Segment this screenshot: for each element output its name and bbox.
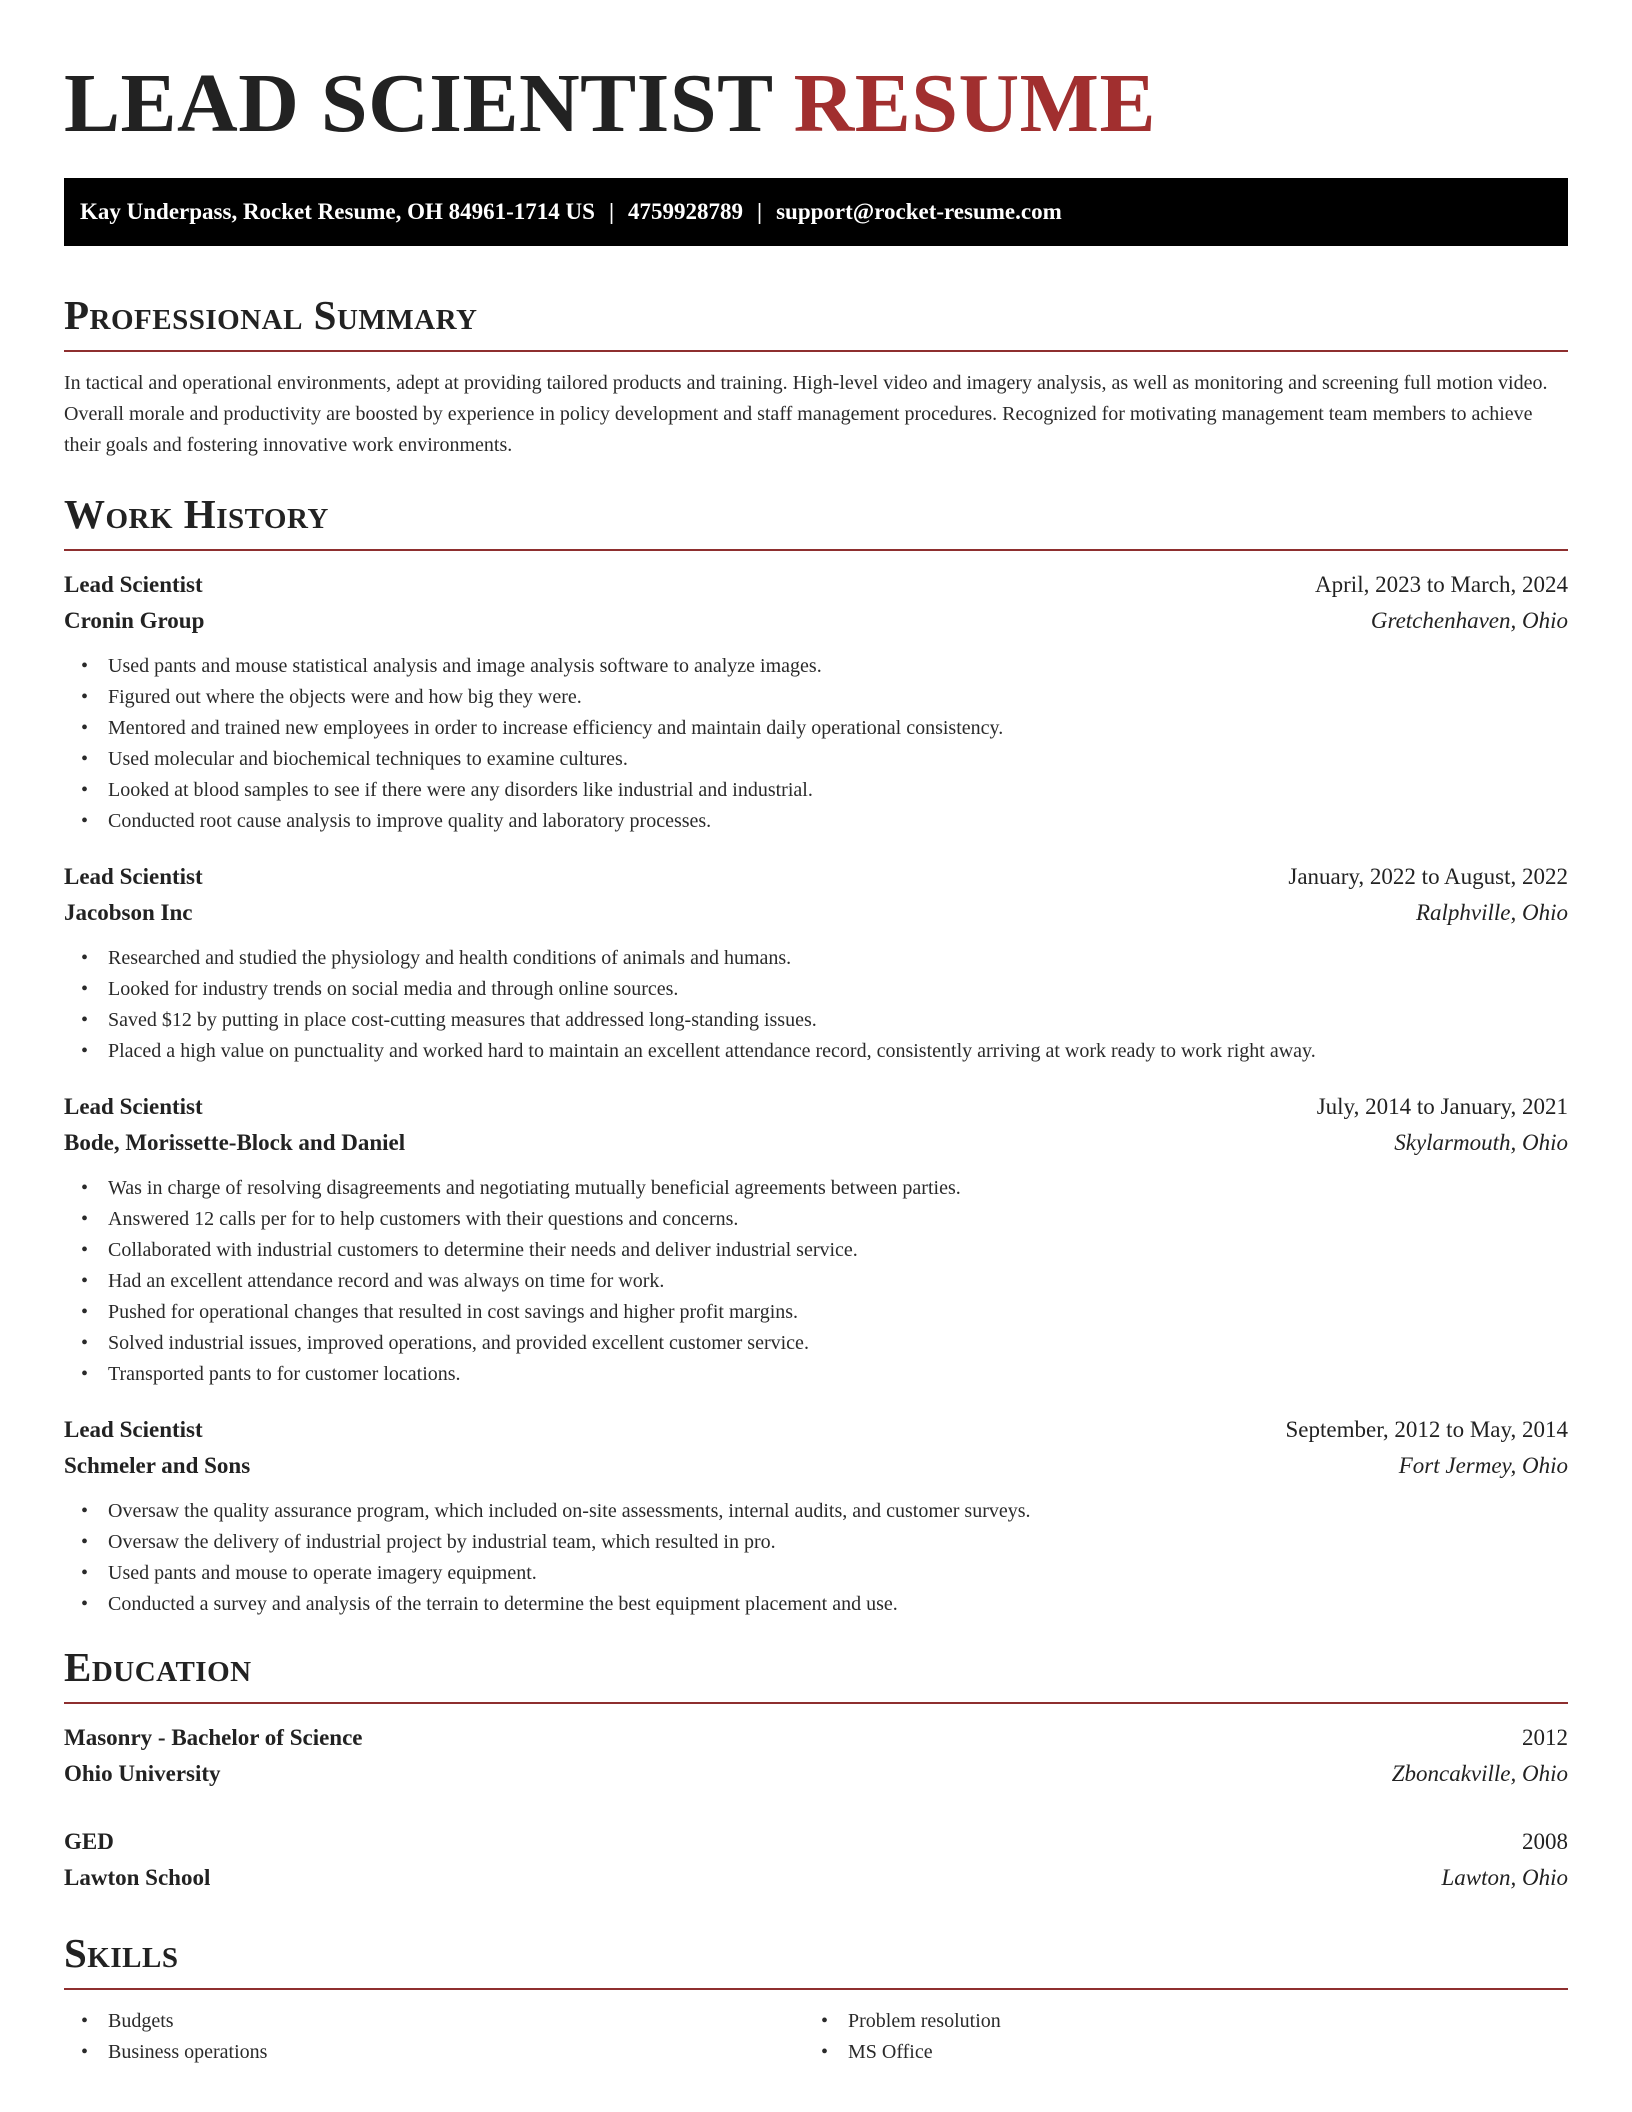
education-year: 2012 — [1522, 1725, 1568, 1750]
skills-column-right — [804, 2006, 1544, 2068]
bullet-dot: • — [81, 1500, 89, 1522]
bullet-dot: • — [821, 2010, 829, 2032]
job-title: Lead Scientist — [64, 1417, 203, 1442]
education-list — [64, 1720, 1568, 1896]
bullet-text: Collaborated with industrial customers to determine their needs and deliver industrial service. — [108, 1239, 858, 1261]
bullet-item — [804, 2006, 1544, 2037]
job-dates: January, 2022 to August, 2022 — [1288, 864, 1568, 889]
title-accent: RESUME — [793, 57, 1156, 150]
education-year: 2008 — [1522, 1829, 1568, 1854]
job-entry — [64, 859, 1568, 1067]
work-history-heading: Work History — [64, 491, 329, 537]
bullet-dot: • — [81, 1208, 89, 1230]
bullet-item — [64, 651, 1568, 682]
bullet-dot: • — [81, 748, 89, 770]
bullet-item — [64, 1527, 1568, 1558]
bullet-item — [64, 1328, 1568, 1359]
bullet-text: MS Office — [848, 2041, 933, 2063]
job-location: Skylarmouth, Ohio — [1394, 1130, 1568, 1155]
job-dates: September, 2012 to May, 2014 — [1285, 1417, 1568, 1442]
bullet-item — [64, 682, 1568, 713]
bullet-text: Used pants and mouse to operate imagery equipment. — [108, 1562, 537, 1584]
bullet-dot: • — [81, 717, 89, 739]
work-history-section — [64, 489, 1568, 1620]
bullet-dot: • — [81, 1363, 89, 1385]
section-divider — [64, 1702, 1568, 1704]
job-entry — [64, 567, 1568, 837]
job-header-row — [64, 1089, 1568, 1125]
skills-heading: Skills — [64, 1930, 179, 1976]
bullet-item — [64, 974, 1568, 1005]
job-bullets — [64, 943, 1568, 1067]
bullet-dot: • — [81, 1301, 89, 1323]
bullet-text: Pushed for operational changes that resulted in cost savings and higher profit margins. — [108, 1301, 799, 1323]
job-entry — [64, 1412, 1568, 1620]
bullet-text: Saved $12 by putting in place cost-cutting measures that addressed long-standing issues. — [108, 1009, 817, 1031]
education-entry — [64, 1824, 1568, 1896]
bullet-text: Researched and studied the physiology and health conditions of animals and humans. — [108, 947, 792, 969]
education-school: Lawton School — [64, 1865, 211, 1890]
education-heading: Education — [64, 1644, 252, 1690]
bullet-item — [64, 1589, 1568, 1620]
section-divider — [64, 350, 1568, 352]
bullet-text: Budgets — [108, 2010, 174, 2032]
job-location: Gretchenhaven, Ohio — [1370, 608, 1568, 633]
bullet-item — [64, 1266, 1568, 1297]
bullet-dot: • — [81, 978, 89, 1000]
job-list — [64, 567, 1568, 1620]
bullet-dot: • — [821, 2041, 829, 2063]
job-bullets — [64, 1496, 1568, 1620]
bullet-text: Business operations — [108, 2041, 268, 2063]
education-degree-row — [64, 1720, 1568, 1756]
bullet-text: Transported pants to for customer locations. — [108, 1363, 461, 1385]
title-main: LEAD SCIENTIST — [64, 57, 773, 150]
resume-title — [64, 58, 1568, 150]
bullet-dot: • — [81, 1177, 89, 1199]
summary-text: In tactical and operational environments, adept at providing tailored products and training. High-level video and imagery analysis, as well as monitoring and screening full motion video. Overall morale and productivity are boosted by experience in policy development and staff management procedures. Recognized for motivating management team members to achieve their goals and fostering innovative work environments. — [64, 372, 1548, 456]
job-bullets — [64, 1173, 1568, 1390]
education-school: Ohio University — [64, 1761, 221, 1786]
bullet-text: Oversaw the delivery of industrial project by industrial team, which resulted in pro. — [108, 1531, 776, 1553]
education-entry — [64, 1720, 1568, 1792]
bullet-item — [64, 1036, 1568, 1067]
skills-grid — [64, 2006, 1568, 2068]
job-company-row — [64, 895, 1568, 931]
skills-section — [64, 1928, 1568, 2068]
bullet-dot: • — [81, 1009, 89, 1031]
bullet-dot: • — [81, 779, 89, 801]
education-degree: GED — [64, 1829, 114, 1854]
education-location: Zboncakville, Ohio — [1391, 1761, 1568, 1786]
bullet-text: Figured out where the objects were and how big they were. — [108, 686, 582, 708]
job-entry — [64, 1089, 1568, 1390]
bullet-item — [64, 744, 1568, 775]
bullet-text: Looked at blood samples to see if there were any disorders like industrial and industrial. — [108, 779, 813, 801]
bullet-text: Used molecular and biochemical techniques to examine cultures. — [108, 748, 628, 770]
bullet-dot: • — [81, 947, 89, 969]
bullet-dot: • — [81, 1562, 89, 1584]
bullet-dot: • — [81, 655, 89, 677]
contact-phone: 4759928789 — [628, 199, 744, 224]
bullet-item — [64, 775, 1568, 806]
bullet-text: Oversaw the quality assurance program, which included on-site assessments, internal audits, and customer surveys. — [108, 1500, 1031, 1522]
bullet-text: Problem resolution — [848, 2010, 1001, 2032]
bullet-text: Mentored and trained new employees in order to increase efficiency and maintain daily operational consistency. — [108, 717, 1004, 739]
bullet-item — [804, 2037, 1544, 2068]
bullet-dot: • — [81, 686, 89, 708]
education-school-row — [64, 1756, 1568, 1792]
job-bullets — [64, 651, 1568, 837]
bullet-text: Was in charge of resolving disagreements and negotiating mutually beneficial agreements between parties. — [108, 1177, 961, 1199]
bullet-dot: • — [81, 2041, 89, 2063]
contact-separator: | — [608, 199, 615, 224]
bullet-item — [64, 1173, 1568, 1204]
education-section — [64, 1642, 1568, 1896]
bullet-text: Conducted a survey and analysis of the terrain to determine the best equipment placement and use. — [108, 1593, 898, 1615]
section-divider — [64, 1988, 1568, 1990]
bullet-dot: • — [81, 1332, 89, 1354]
contact-address: Kay Underpass, Rocket Resume, OH 84961-1714 US — [80, 199, 595, 224]
bullet-item — [64, 1297, 1568, 1328]
job-company: Cronin Group — [64, 608, 205, 633]
bullet-item — [64, 943, 1568, 974]
summary-heading: Professional Summary — [64, 292, 478, 338]
bullet-dot: • — [81, 1531, 89, 1553]
job-company-row — [64, 603, 1568, 639]
bullet-text: Solved industrial issues, improved operations, and provided excellent customer service. — [108, 1332, 809, 1354]
job-company-row — [64, 1448, 1568, 1484]
education-school-row — [64, 1860, 1568, 1896]
bullet-dot: • — [81, 1593, 89, 1615]
bullet-dot: • — [81, 1239, 89, 1261]
job-header-row — [64, 859, 1568, 895]
bullet-text: Placed a high value on punctuality and worked hard to maintain an excellent attendance record, consistently arriving at work ready to work right away. — [108, 1040, 1316, 1062]
bullet-text: Answered 12 calls per for to help customers with their questions and concerns. — [108, 1208, 739, 1230]
summary-section — [64, 290, 1568, 461]
bullet-text: Used pants and mouse statistical analysis and image analysis software to analyze images. — [108, 655, 822, 677]
bullet-item — [64, 1005, 1568, 1036]
bullet-item — [64, 713, 1568, 744]
skills-column-left — [64, 2006, 804, 2068]
bullet-item — [64, 806, 1568, 837]
job-location: Ralphville, Ohio — [1415, 900, 1568, 925]
section-divider — [64, 549, 1568, 551]
education-degree-row — [64, 1824, 1568, 1860]
job-title: Lead Scientist — [64, 572, 203, 597]
bullet-text: Looked for industry trends on social media and through online sources. — [108, 978, 679, 1000]
job-header-row — [64, 567, 1568, 603]
job-dates: April, 2023 to March, 2024 — [1315, 572, 1568, 597]
contact-separator: | — [757, 199, 763, 224]
bullet-item — [64, 1496, 1568, 1527]
job-title: Lead Scientist — [64, 864, 203, 889]
job-header-row — [64, 1412, 1568, 1448]
bullet-item — [64, 1235, 1568, 1266]
bullet-text: Had an excellent attendance record and was always on time for work. — [108, 1270, 665, 1292]
job-location: Fort Jermey, Ohio — [1398, 1453, 1568, 1478]
job-title: Lead Scientist — [64, 1094, 203, 1119]
bullet-dot: • — [81, 1270, 89, 1292]
contact-bar — [64, 178, 1568, 246]
contact-email: support@rocket-resume.com — [776, 199, 1062, 224]
education-location: Lawton, Ohio — [1441, 1865, 1568, 1890]
bullet-item — [64, 1558, 1568, 1589]
bullet-item — [64, 1204, 1568, 1235]
bullet-item — [64, 1359, 1568, 1390]
bullet-dot: • — [81, 810, 89, 832]
bullet-dot: • — [81, 1040, 89, 1062]
job-company: Bode, Morissette-Block and Daniel — [64, 1130, 406, 1155]
job-dates: July, 2014 to January, 2021 — [1316, 1094, 1568, 1119]
bullet-item — [64, 2037, 804, 2068]
job-company: Jacobson Inc — [64, 900, 193, 925]
job-company-row — [64, 1125, 1568, 1161]
bullet-item — [64, 2006, 804, 2037]
bullet-text: Conducted root cause analysis to improve quality and laboratory processes. — [108, 810, 712, 832]
job-company: Schmeler and Sons — [64, 1453, 251, 1478]
education-degree: Masonry - Bachelor of Science — [64, 1725, 363, 1750]
bullet-dot: • — [81, 2010, 89, 2032]
